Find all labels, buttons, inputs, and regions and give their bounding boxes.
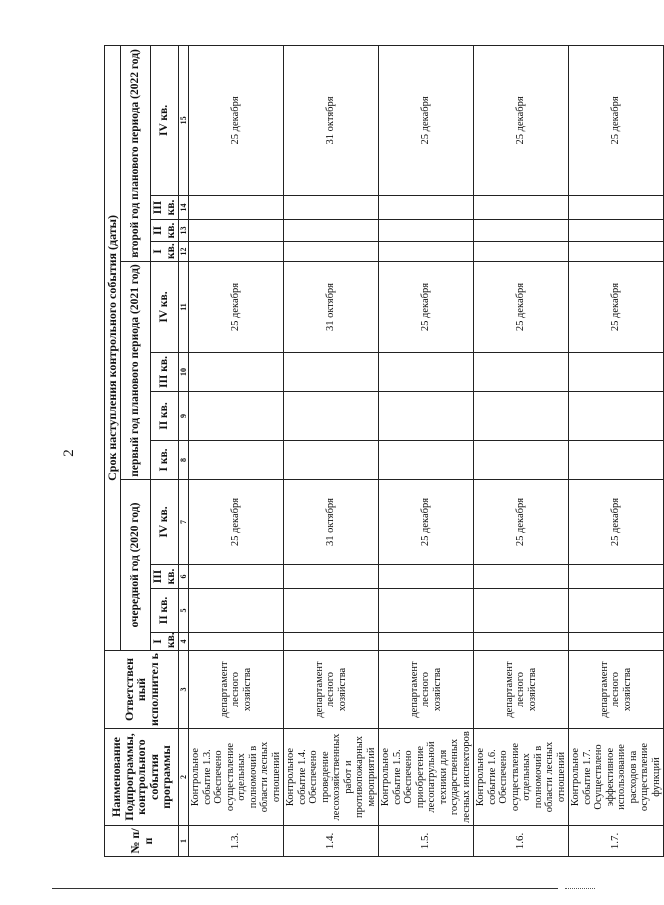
header-q1-2022: I кв. xyxy=(151,242,179,262)
header-q1-2021: I кв. xyxy=(151,441,179,480)
page-number: 2 xyxy=(61,449,77,457)
executor: департамент лесного хозяйства xyxy=(379,651,474,729)
header-q4-2022: IV кв. xyxy=(151,45,179,195)
column-number-row xyxy=(179,45,189,856)
col-number: 8 xyxy=(179,441,189,480)
header-q2-2021: II кв. xyxy=(151,392,179,441)
table-row xyxy=(284,45,379,856)
date-q4-2022: 31 октября xyxy=(284,45,379,195)
row-number: 1.4. xyxy=(284,826,379,857)
row-number: 1.3. xyxy=(189,826,284,857)
col-number: 11 xyxy=(179,262,189,353)
row-number: 1.6. xyxy=(474,826,569,857)
date-q4-2021: 31 октября xyxy=(284,262,379,353)
date-q4-2020: 31 октября xyxy=(284,480,379,565)
date-q4-2021: 25 декабря xyxy=(569,262,664,353)
date-q4-2020: 25 декабря xyxy=(474,480,569,565)
bottom-rule xyxy=(52,888,558,889)
header-year-2020: очередной год (2020 год) xyxy=(121,480,151,651)
header-q4-2020: IV кв. xyxy=(151,480,179,565)
event-name: Контрольное событие 1.4. Обеспечено проведение лесохозяйственных работ и противопожарных мероприятий xyxy=(284,729,379,826)
date-q4-2020: 25 декабря xyxy=(569,480,664,565)
row-number: 1.5. xyxy=(379,826,474,857)
col-number: 5 xyxy=(179,589,189,633)
date-q4-2020: 25 декабря xyxy=(189,480,284,565)
table-row xyxy=(569,45,664,856)
executor: департамент лесного хозяйства xyxy=(189,651,284,729)
table-row xyxy=(474,45,569,856)
header-q1-2020: I кв. xyxy=(151,633,179,651)
executor: департамент лесного хозяйства xyxy=(569,651,664,729)
control-events-table xyxy=(104,45,664,857)
date-q4-2020: 25 декабря xyxy=(379,480,474,565)
header-num: № п/п xyxy=(105,826,179,857)
date-q4-2021: 25 декабря xyxy=(474,262,569,353)
date-q4-2022: 25 декабря xyxy=(189,45,284,195)
header-q3-2021: III кв. xyxy=(151,353,179,392)
date-q4-2022: 25 декабря xyxy=(569,45,664,195)
header-q3-2022: III кв. xyxy=(151,196,179,220)
header-name: Наименование Подпрограммы, контрольного события программы xyxy=(105,729,179,826)
executor: департамент лесного хозяйства xyxy=(284,651,379,729)
header-q2-2020: II кв. xyxy=(151,589,179,633)
rotated-table-container xyxy=(104,46,662,857)
col-number: 15 xyxy=(179,45,189,195)
col-number: 14 xyxy=(179,196,189,220)
date-q4-2022: 25 декабря xyxy=(474,45,569,195)
col-number: 6 xyxy=(179,565,189,589)
header-q4-2021: IV кв. xyxy=(151,262,179,353)
event-name: Контрольное событие 1.7. Осуществлено эффективное использование расходов на осуществление функций xyxy=(569,729,664,826)
col-number: 9 xyxy=(179,392,189,441)
event-name: Контрольное событие 1.3. Обеспечено осуществление отдельных полномочий в области лесных отношений xyxy=(189,729,284,826)
col-number: 3 xyxy=(179,651,189,729)
header-dates: Срок наступления контрольного события (даты) xyxy=(105,45,121,650)
col-number: 13 xyxy=(179,220,189,242)
header-year-2021: первый год планового периода (2021 год) xyxy=(121,262,151,480)
col-number: 12 xyxy=(179,242,189,262)
date-q4-2022: 25 декабря xyxy=(379,45,474,195)
date-q4-2021: 25 декабря xyxy=(379,262,474,353)
event-name: Контрольное событие 1.6. Обеспечено осуществление отдельных полномочий в области лесных отношений xyxy=(474,729,569,826)
col-number: 10 xyxy=(179,353,189,392)
col-number: 1 xyxy=(179,826,189,857)
event-name: Контрольное событие 1.5. Обеспечено приобретение лесопатрульной техники для государственных лесных инспекторов xyxy=(379,729,474,826)
bottom-rule-dotted xyxy=(565,888,595,890)
header-q2-2022: II кв. xyxy=(151,220,179,242)
row-number: 1.7. xyxy=(569,826,664,857)
col-number: 7 xyxy=(179,480,189,565)
table-row xyxy=(379,45,474,856)
table-row xyxy=(189,45,284,856)
col-number: 4 xyxy=(179,633,189,651)
executor: департамент лесного хозяйства xyxy=(474,651,569,729)
header-executor: Ответствен ный исполнител ь xyxy=(105,651,179,729)
col-number: 2 xyxy=(179,729,189,826)
date-q4-2021: 25 декабря xyxy=(189,262,284,353)
header-q3-2020: III кв. xyxy=(151,565,179,589)
header-year-2022: второй год планового периода (2022 год) xyxy=(121,45,151,261)
